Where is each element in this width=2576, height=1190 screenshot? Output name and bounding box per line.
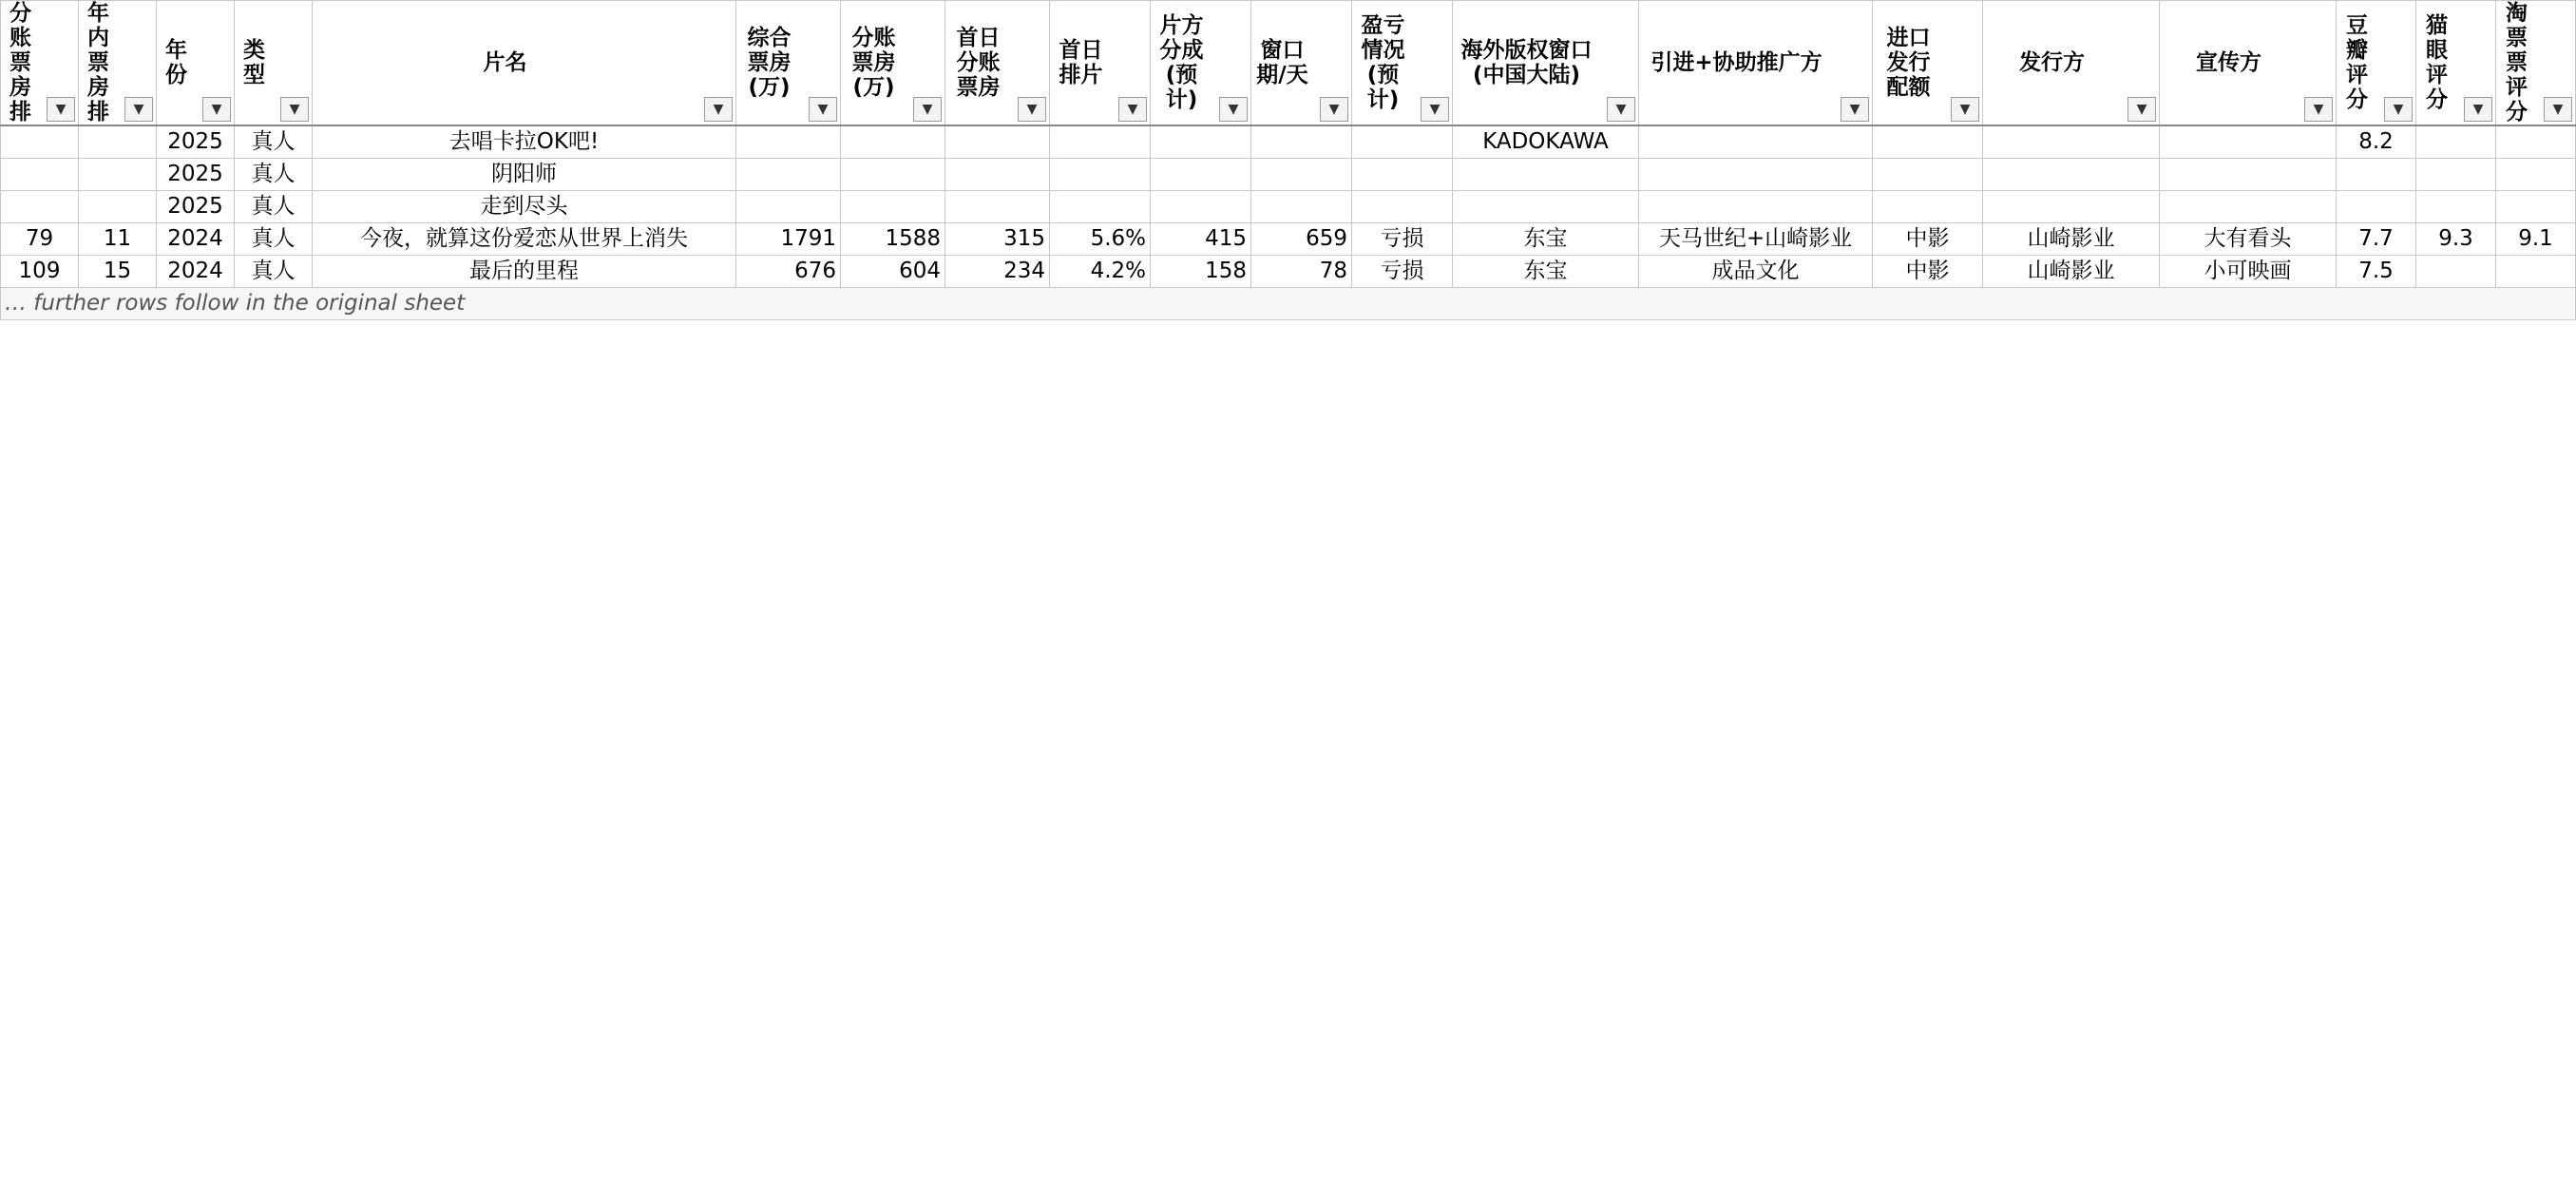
column-header-label: 进口发行配额 (1886, 26, 1931, 100)
table-cell[interactable]: 东宝 (1453, 256, 1639, 288)
column-header-label: 发行方 (2019, 50, 2085, 75)
table-cell[interactable] (1251, 125, 1352, 159)
table-cell[interactable] (1, 191, 79, 223)
filter-dropdown-icon[interactable]: ▼ (1018, 97, 1046, 122)
column-header[interactable] (1050, 1, 1151, 126)
table-row[interactable] (1, 256, 2576, 288)
column-header[interactable] (1151, 1, 1251, 126)
column-header[interactable] (736, 1, 841, 126)
table-cell[interactable]: 2025 (157, 191, 235, 223)
table-cell[interactable] (945, 125, 1050, 159)
column-header-label: 引进+协助推广方 (1651, 50, 1822, 75)
table-cell[interactable]: 2025 (157, 159, 235, 191)
table-cell[interactable] (1873, 159, 1983, 191)
table-cell[interactable] (2160, 191, 2337, 223)
column-header-label: 片名 (483, 50, 527, 75)
table-cell[interactable]: 9.3 (2416, 223, 2496, 256)
column-header[interactable] (1, 1, 79, 126)
filter-dropdown-icon[interactable]: ▼ (2544, 97, 2572, 122)
table-row[interactable] (1, 191, 2576, 223)
column-header-label: 淘票票评分 (2506, 1, 2528, 125)
column-header[interactable] (235, 1, 313, 126)
table-row[interactable] (1, 159, 2576, 191)
table-cell[interactable] (2496, 125, 2576, 159)
table-cell[interactable] (1251, 159, 1352, 191)
table-cell[interactable]: 山崎影业 (1983, 256, 2160, 288)
table-cell[interactable] (1050, 159, 1151, 191)
table-cell[interactable] (1352, 125, 1453, 159)
table-cell[interactable]: 走到尽头 (313, 191, 736, 223)
table-cell[interactable]: 158 (1151, 256, 1251, 288)
column-header-label: 宣传方 (2196, 50, 2261, 75)
filter-dropdown-icon[interactable]: ▼ (47, 97, 75, 122)
column-header-label: 年份 (165, 38, 187, 87)
table-cell[interactable] (2416, 256, 2496, 288)
column-header-label: 猫眼评分 (2426, 13, 2448, 112)
table-cell[interactable]: 中影 (1873, 223, 1983, 256)
table-cell[interactable] (2416, 191, 2496, 223)
table-cell[interactable]: 109 (1, 256, 79, 288)
column-header-label: 首日分账票房 (956, 26, 1001, 100)
table-cell[interactable] (2160, 125, 2337, 159)
filter-dropdown-icon[interactable]: ▼ (2384, 97, 2413, 122)
table-row[interactable] (1, 223, 2576, 256)
table-cell[interactable]: 11 (79, 223, 157, 256)
table-cell[interactable]: 659 (1251, 223, 1352, 256)
table-body (1, 125, 2576, 320)
table-cell[interactable] (1639, 125, 1873, 159)
table-row[interactable] (1, 125, 2576, 159)
filter-dropdown-icon[interactable]: ▼ (1841, 97, 1869, 122)
table-cell[interactable] (1639, 159, 1873, 191)
table-cell[interactable] (1639, 191, 1873, 223)
table-cell[interactable]: 2024 (157, 223, 235, 256)
table-cell[interactable] (2496, 256, 2576, 288)
filter-dropdown-icon[interactable]: ▼ (809, 97, 837, 122)
table-cell[interactable]: 676 (736, 256, 841, 288)
filter-dropdown-icon[interactable]: ▼ (1219, 97, 1248, 122)
table-cell[interactable] (1050, 191, 1151, 223)
table-cell[interactable] (945, 191, 1050, 223)
column-header-label: 分账票房排 (10, 1, 31, 125)
table-cell[interactable]: 9.1 (2496, 223, 2576, 256)
table-cell[interactable]: 415 (1151, 223, 1251, 256)
table-cell[interactable]: 315 (945, 223, 1050, 256)
table-cell[interactable] (841, 159, 945, 191)
column-header[interactable] (313, 1, 736, 126)
table-cell[interactable]: 8.2 (2337, 125, 2416, 159)
column-header-label: 海外版权窗口(中国大陆) (1460, 38, 1593, 87)
table-cell[interactable] (2416, 159, 2496, 191)
table-cell[interactable]: 亏损 (1352, 256, 1453, 288)
column-header[interactable] (2160, 1, 2337, 126)
table-cell[interactable] (1151, 125, 1251, 159)
table-cell[interactable]: 阴阳师 (313, 159, 736, 191)
filter-dropdown-icon[interactable]: ▼ (913, 97, 942, 122)
column-header[interactable] (1983, 1, 2160, 126)
table-cell[interactable] (736, 191, 841, 223)
table-cell[interactable]: 2024 (157, 256, 235, 288)
column-header[interactable] (945, 1, 1050, 126)
table-cell[interactable]: 1791 (736, 223, 841, 256)
table-cell[interactable]: 亏损 (1352, 223, 1453, 256)
data-table (0, 0, 2576, 320)
column-header[interactable] (157, 1, 235, 126)
table-cell[interactable]: 1588 (841, 223, 945, 256)
table-cell[interactable]: 真人 (235, 256, 313, 288)
column-header-label: 盈亏情况(预计) (1361, 13, 1405, 112)
table-cell[interactable]: 小可映画 (2160, 256, 2337, 288)
column-header-label: 类型 (243, 38, 265, 87)
table-cell[interactable] (841, 191, 945, 223)
table-cell[interactable] (1873, 191, 1983, 223)
column-header[interactable] (1251, 1, 1352, 126)
table-cell[interactable]: 中影 (1873, 256, 1983, 288)
column-header[interactable] (841, 1, 945, 126)
table-cell[interactable] (1352, 191, 1453, 223)
table-cell[interactable] (1983, 159, 2160, 191)
table-cell[interactable] (736, 125, 841, 159)
table-cell[interactable] (1983, 125, 2160, 159)
table-cell[interactable] (1, 159, 79, 191)
filter-dropdown-icon[interactable]: ▼ (1607, 97, 1635, 122)
filter-dropdown-icon[interactable]: ▼ (124, 97, 153, 122)
column-header-label: 年内票房排 (87, 1, 109, 125)
table-cell[interactable] (1873, 125, 1983, 159)
filter-dropdown-icon[interactable]: ▼ (1320, 97, 1348, 122)
table-cell[interactable]: 7.5 (2337, 256, 2416, 288)
column-header[interactable] (1453, 1, 1639, 126)
table-cell[interactable]: 山崎影业 (1983, 223, 2160, 256)
table-cell[interactable] (79, 191, 157, 223)
table-cell[interactable]: 15 (79, 256, 157, 288)
table-cell[interactable]: 成品文化 (1639, 256, 1873, 288)
column-header[interactable] (2416, 1, 2496, 126)
table-cell[interactable]: 真人 (235, 125, 313, 159)
table-cell[interactable]: 4.2% (1050, 256, 1151, 288)
filter-dropdown-icon[interactable]: ▼ (2128, 97, 2156, 122)
table-cell[interactable] (1251, 191, 1352, 223)
table-cell[interactable] (736, 159, 841, 191)
filter-dropdown-icon[interactable]: ▼ (2304, 97, 2333, 122)
column-header[interactable] (79, 1, 157, 126)
table-cell[interactable] (945, 159, 1050, 191)
table-cell[interactable] (1151, 159, 1251, 191)
filter-dropdown-icon[interactable]: ▼ (1951, 97, 1979, 122)
filter-dropdown-icon[interactable]: ▼ (202, 97, 231, 122)
more-rows-note: … further rows follow in the original sheet (1, 288, 2576, 320)
table-cell[interactable]: KADOKAWA (1453, 125, 1639, 159)
table-cell[interactable] (1983, 191, 2160, 223)
header-row (1, 1, 2576, 126)
table-cell[interactable]: 真人 (235, 191, 313, 223)
table-cell[interactable] (2496, 191, 2576, 223)
column-header-label: 分账票房(万) (851, 26, 896, 100)
table-cell[interactable] (2496, 159, 2576, 191)
column-header[interactable] (2337, 1, 2416, 126)
table-cell[interactable]: 东宝 (1453, 223, 1639, 256)
table-cell[interactable] (2337, 159, 2416, 191)
table-cell[interactable]: 大有看头 (2160, 223, 2337, 256)
table-cell[interactable] (1050, 125, 1151, 159)
column-header[interactable] (1873, 1, 1983, 126)
filter-dropdown-icon[interactable]: ▼ (280, 97, 309, 122)
filter-dropdown-icon[interactable]: ▼ (1421, 97, 1449, 122)
table-cell[interactable] (79, 125, 157, 159)
column-header-label: 综合票房(万) (747, 26, 792, 100)
column-header[interactable] (2496, 1, 2576, 126)
filter-dropdown-icon[interactable]: ▼ (1118, 97, 1147, 122)
filter-dropdown-icon[interactable]: ▼ (2464, 97, 2492, 122)
table-cell[interactable]: 去唱卡拉OK吧! (313, 125, 736, 159)
table-cell[interactable]: 今夜，就算这份爱恋从世界上消失 (313, 223, 736, 256)
table-cell[interactable] (1453, 159, 1639, 191)
table-cell[interactable]: 604 (841, 256, 945, 288)
table-cell[interactable]: 234 (945, 256, 1050, 288)
table-cell[interactable] (1, 125, 79, 159)
table-cell[interactable] (2416, 125, 2496, 159)
column-header-label: 豆瓣评分 (2346, 13, 2368, 112)
table-cell[interactable]: 最后的里程 (313, 256, 736, 288)
filter-dropdown-icon[interactable]: ▼ (704, 97, 733, 122)
column-header-label: 窗口期/天 (1256, 38, 1308, 87)
more-rows-note-row (1, 288, 2576, 320)
table-cell[interactable]: 天马世纪+山崎影业 (1639, 223, 1873, 256)
column-header[interactable] (1352, 1, 1453, 126)
table-cell[interactable]: 5.6% (1050, 223, 1151, 256)
table-cell[interactable] (79, 159, 157, 191)
table-cell[interactable]: 真人 (235, 159, 313, 191)
table-cell[interactable]: 7.7 (2337, 223, 2416, 256)
column-header-label: 片方分成(预计) (1159, 13, 1204, 112)
table-cell[interactable] (1151, 191, 1251, 223)
table-cell[interactable] (2160, 159, 2337, 191)
table-cell[interactable]: 真人 (235, 223, 313, 256)
table-cell[interactable] (1352, 159, 1453, 191)
table-cell[interactable]: 79 (1, 223, 79, 256)
table-cell[interactable]: 2025 (157, 125, 235, 159)
table-cell[interactable] (841, 125, 945, 159)
column-header[interactable] (1639, 1, 1873, 126)
table-cell[interactable] (1453, 191, 1639, 223)
table-cell[interactable]: 78 (1251, 256, 1352, 288)
table-cell[interactable] (2337, 191, 2416, 223)
column-header-label: 首日排片 (1059, 38, 1103, 87)
